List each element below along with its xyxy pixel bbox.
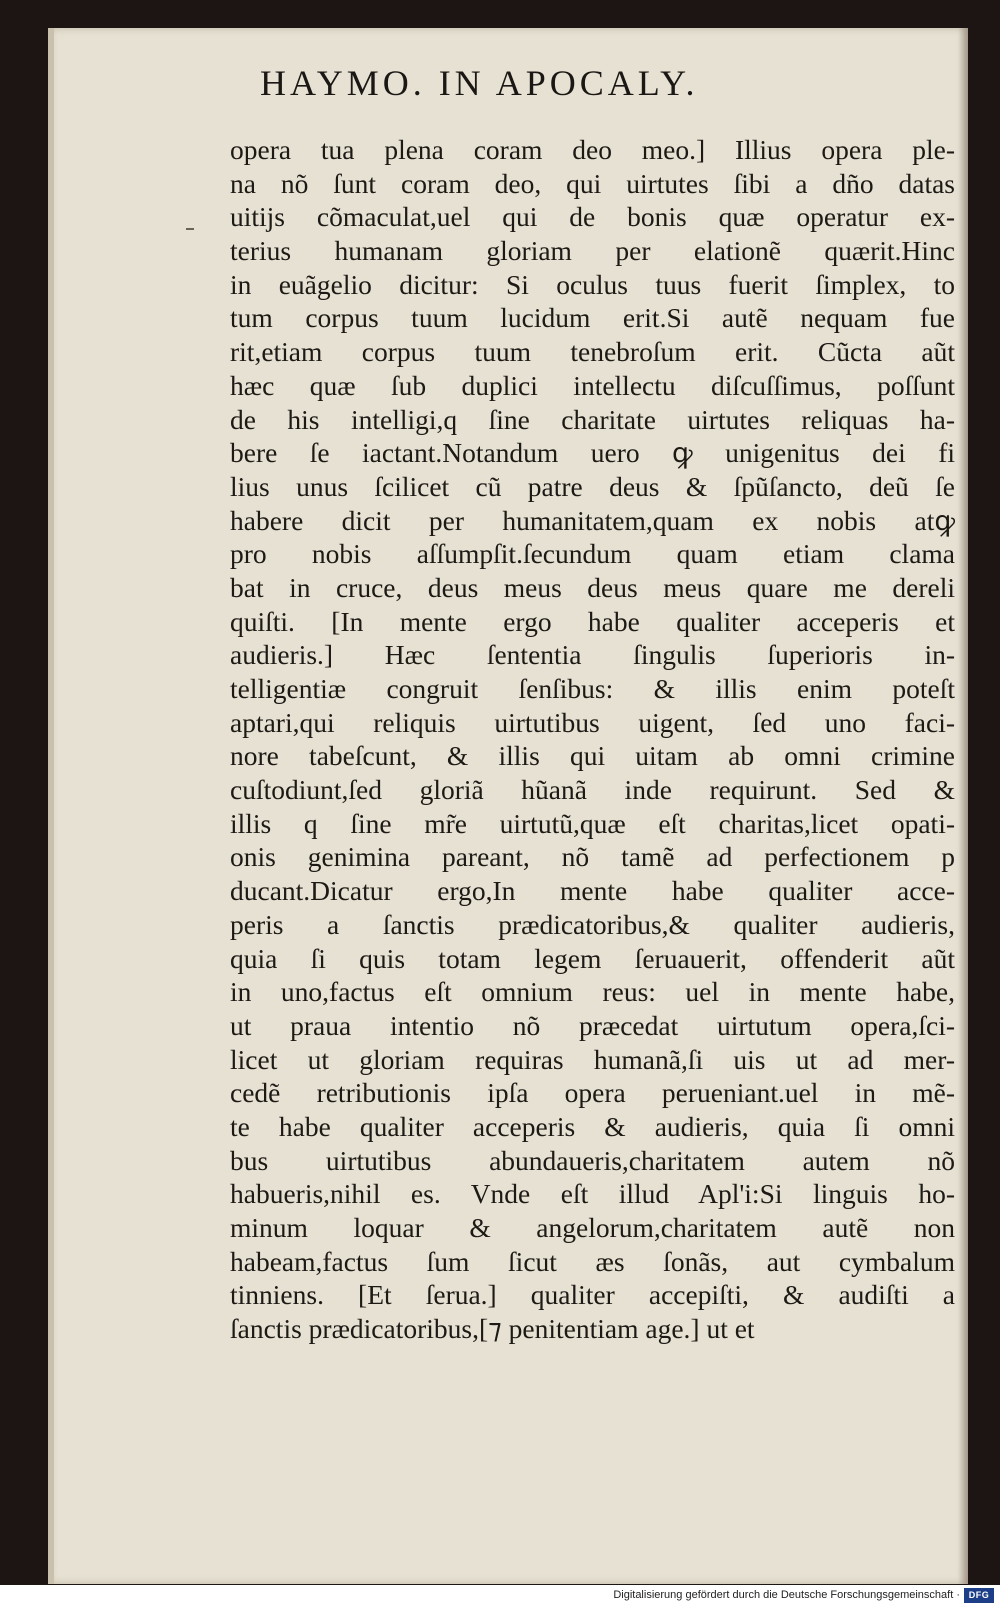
text-line: cedẽ retributionis ipſa opera perueniant.uel in mẽ- (230, 1077, 955, 1109)
text-line: ut praua intentio nõ præcedat uirtutum opera,ſci- (230, 1009, 955, 1041)
text-line: pro nobis aſſumpſit.ſecundum quam etiam clama (230, 538, 955, 570)
text-line: de his intelligi,q ſine charitate uirtutes reliquas ha- (230, 403, 955, 435)
text-block (230, 133, 955, 1346)
text-line: ſanctis prædicatoribus,[⁊ penitentiam age.] ut et (230, 1313, 755, 1345)
text-line: aptari,qui reliquis uirtutibus uigent, ſed uno faci- (230, 706, 955, 738)
text-line: quiſti. [In mente ergo habe qualiter acceperis et (230, 605, 955, 637)
footer-bar (0, 1585, 1000, 1608)
text-line: hæc quæ ſub duplici intellectu diſcuſſimus, poſſunt (230, 369, 955, 401)
text-line: tum corpus tuum lucidum erit.Si autẽ nequam fue (230, 302, 955, 334)
text-line: bus uirtutibus abundaueris,charitatem autem nõ (230, 1144, 955, 1176)
text-line: licet ut gloriam requiras humanã,ſi uis ut ad mer- (230, 1043, 955, 1075)
text-line: cuſtodiunt,ſed gloriã hũanã inde requirunt. Sed & (230, 774, 955, 806)
text-line: uitijs cõmaculat,uel qui de bonis quæ operatur ex- (230, 201, 955, 233)
text-line: in euãgelio dicitur: Si oculus tuus fuerit ſimplex, to (230, 268, 955, 300)
text-line: audieris.] Hæc ſententia ſingulis ſuperioris in- (230, 639, 955, 671)
text-line: telligentiæ congruit ſenſibus: & illis enim poteſt (230, 673, 955, 704)
text-line: in uno,factus eſt omnium reus: uel in mente habe, (230, 976, 955, 1008)
text-line: lius unus ſcilicet cũ patre deus & ſpũſancto, deũ ſe (230, 470, 955, 502)
text-line: habeam,factus ſum ſicut æs ſonãs, aut cymbalum (230, 1245, 955, 1277)
text-line: onis genimina pareant, nõ tamẽ ad perfectionem p (230, 841, 955, 873)
footer-credit: Digitalisierung gefördert durch die Deutsche Forschungsgemeinschaft · (613, 1589, 960, 1601)
text-line: bere ſe iactant.Notandum uero ꝙ unigenitus dei fi (230, 437, 955, 469)
margin-mark (186, 228, 194, 230)
running-head: HAYMO. IN APOCALY. (260, 63, 699, 103)
text-line: na nõ ſunt coram deo, qui uirtutes ſibi a dño datas (230, 167, 955, 199)
text-line: habueris,nihil es. Vnde eſt illud Apl'i:Si linguis ho- (230, 1178, 955, 1210)
text-line: illis q ſine mr̃e uirtutũ,quæ eſt charitas,licet opati- (230, 807, 955, 839)
text-line: opera tua plena coram deo meo.] Illius opera ple- (230, 134, 955, 165)
text-line: te habe qualiter acceperis & audieris, quia ſi omni (230, 1110, 955, 1142)
text-line: tinniens. [Et ſerua.] qualiter accepiſti, & audiſti a (230, 1279, 955, 1311)
text-line: rit,etiam corpus tuum tenebroſum erit. Cũcta aũt (230, 336, 955, 368)
text-line: peris a ſanctis prædicatoribus,& qualiter audieris, (230, 908, 955, 940)
text-line: bat in cruce, deus meus deus meus quare me dereli (230, 571, 955, 603)
text-line: habere dicit per humanitatem,quam ex nobis atꝙ (230, 504, 955, 536)
text-line: nore tabeſcunt, & illis qui uitam ab omni crimine (230, 740, 955, 772)
text-line: minum loquar & angelorum,charitatem autẽ non (230, 1212, 955, 1243)
text-line: ducant.Dicatur ergo,In mente habe qualiter acce- (230, 875, 955, 907)
text-line: quia ſi quis totam legem ſeruauerit, offenderit aũt (230, 942, 955, 974)
text-line: terius humanam gloriam per elationẽ quærit.Hinc (230, 235, 955, 267)
dfg-logo: DFG (964, 1588, 994, 1603)
